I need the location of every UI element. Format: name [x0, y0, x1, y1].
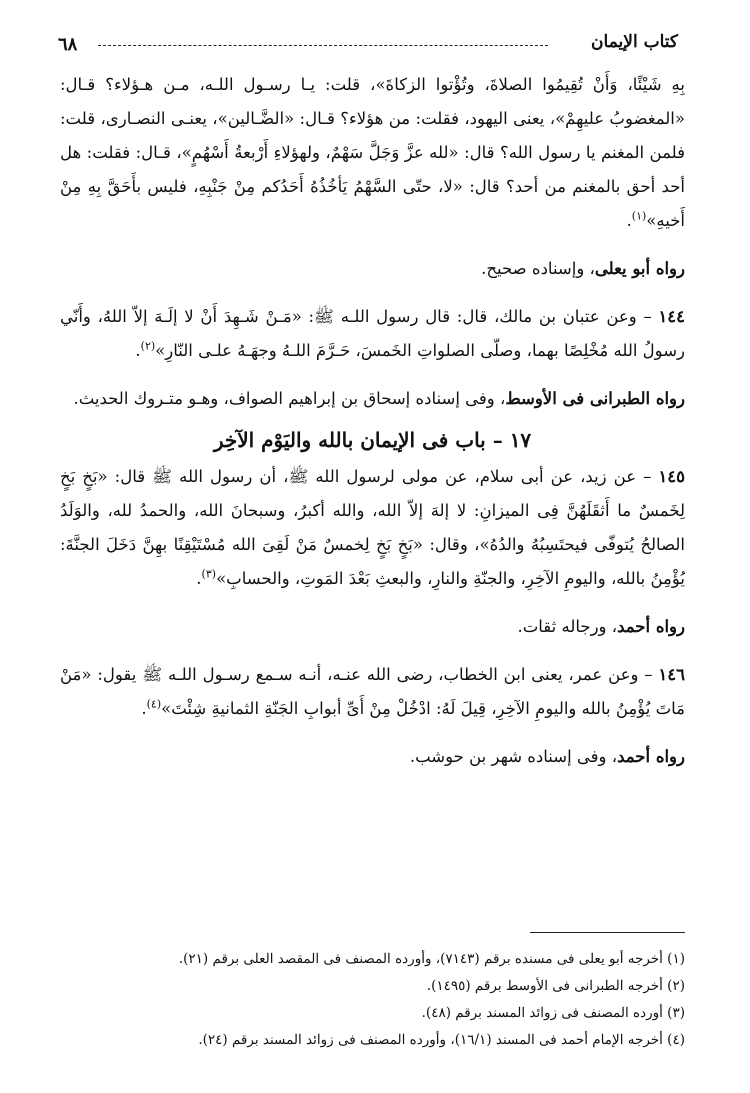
attribution-146	[60, 740, 685, 774]
footnote-separator	[530, 932, 685, 933]
header-dashed-rule	[98, 45, 548, 46]
footnote-ref: (٣)	[201, 567, 217, 581]
attribution-145	[60, 610, 685, 644]
attribution-note: ، وإسناده صحيح.	[481, 259, 595, 278]
hadith-144: ١٤٤ – وعن عتبان بن مالك، قال: قال رسول اللـه ﷺ: «مَـنْ شَـهِدَ أَنْ لا إلَـهَ إلاّ اللهُ، وأَنّي رسولُ الله مُخْلِصًا بهما، وصلّى الصلواتِ الخَمسَ، حَـرَّمَ اللـهُ وجهَـهُ علـى النّارِ»$^{(٢)}$.	[60, 307, 685, 360]
hadith-143-continuation: بِهِ شَيْئًا، وَأَنْ تُقِيمُوا الصلاةَ، وتُؤْتوا الزكاةَ»، قلت: يـا رسـول اللـه، مـن هـؤلاء؟ قـال: «المغضوبُ عليهِمْ»، يعنى اليهود، فقلت: من هؤلاء؟ قـال: «الضَّـالين»، يعنـى النصـارى، قلت: فلمن المغنم يا رسول الله؟ قال: «لله عزَّ وَجَلَّ سَهْمٌ، ولهؤلاءِ أَرْبعةُ أَسْهُمٍ»، قـال: فقلت: هل أحد أحق بالمغنم من أحد؟ قال: «لا، حتّى السَّهْمُ يَأخُذُهُ أَحَدُكم مِنْ جَنْبِهِ، فليس بأَحَقَّ بِهِ مِنْ أَخيهِ»$^{(١)}$.	[60, 75, 685, 230]
attribution-143	[60, 252, 685, 286]
running-title: كتاب الإيمان	[591, 32, 678, 52]
hadith-number: ١٤٥	[658, 467, 685, 486]
hadith-text: – عن زيد، عن أبى سلام، عن مولى لرسول الله ﷺ، أن رسول الله ﷺ قال: «بَخٍ بَخٍ لِخَمسٌ ما أَثقَلَهُنَّ فِى الميزانِ: لا إلهَ إلاّ الله، والله أكبرُ، وسبحانَ الله، والحمدُ لله، والوَلَدُ الصالحُ يُتوفّى فيحتَسِبُهُ والدُهُ»، وقال: «بَخٍ بَخٍ لِخمسٌ مَنْ لَقِىَ الله مُسْتَيْقِنًا بهِنَّ دَخَلَ الجنَّةَ: يُؤْمِنُ بالله، واليومِ الآخِرِ، والجنّةِ والنارِ، والبعثِ بَعْدَ المَوتِ، والحسابِ»	[60, 467, 685, 588]
hadith-text: بِهِ شَيْئًا، وَأَنْ تُقِيمُوا الصلاةَ، وتُؤْتوا الزكاةَ»، قلت: يـا رسـول اللـه، مـن هـؤلاء؟ قـال: «المغضوبُ عليهِمْ»، يعنى اليهود، فقلت: من هؤلاء؟ قـال: «الضَّـالين»، يعنـى النصـارى، قلت: فلمن المغنم يا رسول الله؟ قال: «لله عزَّ وَجَلَّ سَهْمٌ، ولهؤلاءِ أَرْبعةُ أَسْهُمٍ»، قـال: فقلت: هل أحد أحق بالمغنم من أحد؟ قال: «لا، حتّى السَّهْمُ يَأخُذُهُ أَحَدُكم مِنْ جَنْبِهِ، فليس بأَحَقَّ بِهِ مِنْ أَخيهِ»	[60, 75, 685, 230]
attribution-note: ، وفى إسناده إسحاق بن إبراهيم الصواف، وهـو متـروك الحديث.	[73, 389, 506, 408]
page-number: ٦٨	[58, 34, 78, 55]
footnote-1: (١) أخرجه أبو يعلى فى مسنده برقم (٧١٤٣)، وأورده المصنف فى المقصد العلى برقم (٢١).	[178, 951, 685, 967]
hadith-text: – وعن عتبان بن مالك، قال: قال رسول اللـه ﷺ: «مَـنْ شَـهِدَ أَنْ لا إلَـهَ إلاّ اللهُ، وأَنّي رسولُ الله مُخْلِصًا بهما، وصلّى الصلواتِ الخَمسَ، حَـرَّمَ اللـهُ وجهَـهُ علـى النّارِ»	[60, 307, 685, 360]
page-header	[58, 32, 678, 58]
hadith-number: ١٤٤	[658, 307, 685, 326]
hadith-text: – وعن عمر، يعنى ابن الخطاب، رضى الله عنـه، أنـه سـمع رسـول اللـه ﷺ يقول: «مَنْ مَاتَ يُؤْمِنُ بالله واليومِ الآخِرِ، قِيلَ لَهُ: ادْخُلْ مِنْ أَىِّ أبوابِ الجَنّةِ الثمانيةِ شِئْتَ»	[60, 665, 685, 718]
footnote-4: (٤) أخرجه الإمام أحمد فى المسند (١٦/١)، وأورده المصنف فى زوائد المسند برقم (٢٤).	[198, 1032, 685, 1048]
footnotes	[60, 946, 685, 1054]
attribution-144	[60, 382, 685, 416]
hadith-number: ١٤٦	[658, 665, 685, 684]
footnote-2: (٢) أخرجه الطبرانى فى الأوسط برقم (١٤٩٥).	[426, 978, 685, 994]
attribution-source: رواه أحمد	[617, 617, 685, 636]
hadith-146: ١٤٦ – وعن عمر، يعنى ابن الخطاب، رضى الله عنـه، أنـه سـمع رسـول اللـه ﷺ يقول: «مَنْ مَاتَ يُؤْمِنُ بالله واليومِ الآخِرِ، قِيلَ لَهُ: ادْخُلْ مِنْ أَىِّ أبوابِ الجَنّةِ الثمانيةِ شِئْتَ»$^{(٤)}$.	[60, 665, 685, 718]
footnote-ref: (٤)	[146, 697, 162, 711]
footnote-ref: (١)	[631, 209, 647, 223]
chapter-heading: ١٧ – باب فى الإيمان بالله واليَوْم الآخِر	[213, 428, 532, 452]
attribution-source: رواه الطبرانى فى الأوسط	[505, 389, 685, 408]
main-text	[60, 68, 685, 774]
hadith-145: ١٤٥ – عن زيد، عن أبى سلام، عن مولى لرسول الله ﷺ، أن رسول الله ﷺ قال: «بَخٍ بَخٍ لِخَمسٌ ما أَثقَلَهُنَّ فِى الميزانِ: لا إلهَ إلاّ الله، والله أكبرُ، وسبحانَ الله، والحمدُ لله، والوَلَدُ الصالحُ يُتوفّى فيحتَسِبُهُ والدُهُ»، وقال: «بَخٍ بَخٍ لِخمسٌ مَنْ لَقِىَ الله مُسْتَيْقِنًا بهِنَّ دَخَلَ الجنَّةَ: يُؤْمِنُ بالله، واليومِ الآخِرِ، والجنّةِ والنارِ، والبعثِ بَعْدَ المَوتِ، والحسابِ»$^{(٣)}$.	[60, 467, 685, 588]
footnote-ref: (٢)	[140, 339, 156, 353]
attribution-note: ، ورجاله ثقات.	[517, 617, 618, 636]
attribution-note: ، وفى إسناده شهر بن حوشب.	[409, 747, 618, 766]
attribution-source: رواه أبو يعلى	[594, 259, 685, 278]
attribution-source: رواه أحمد	[617, 747, 685, 766]
footnote-3: (٣) أورده المصنف فى زوائد المسند برقم (٤٨).	[421, 1005, 685, 1021]
